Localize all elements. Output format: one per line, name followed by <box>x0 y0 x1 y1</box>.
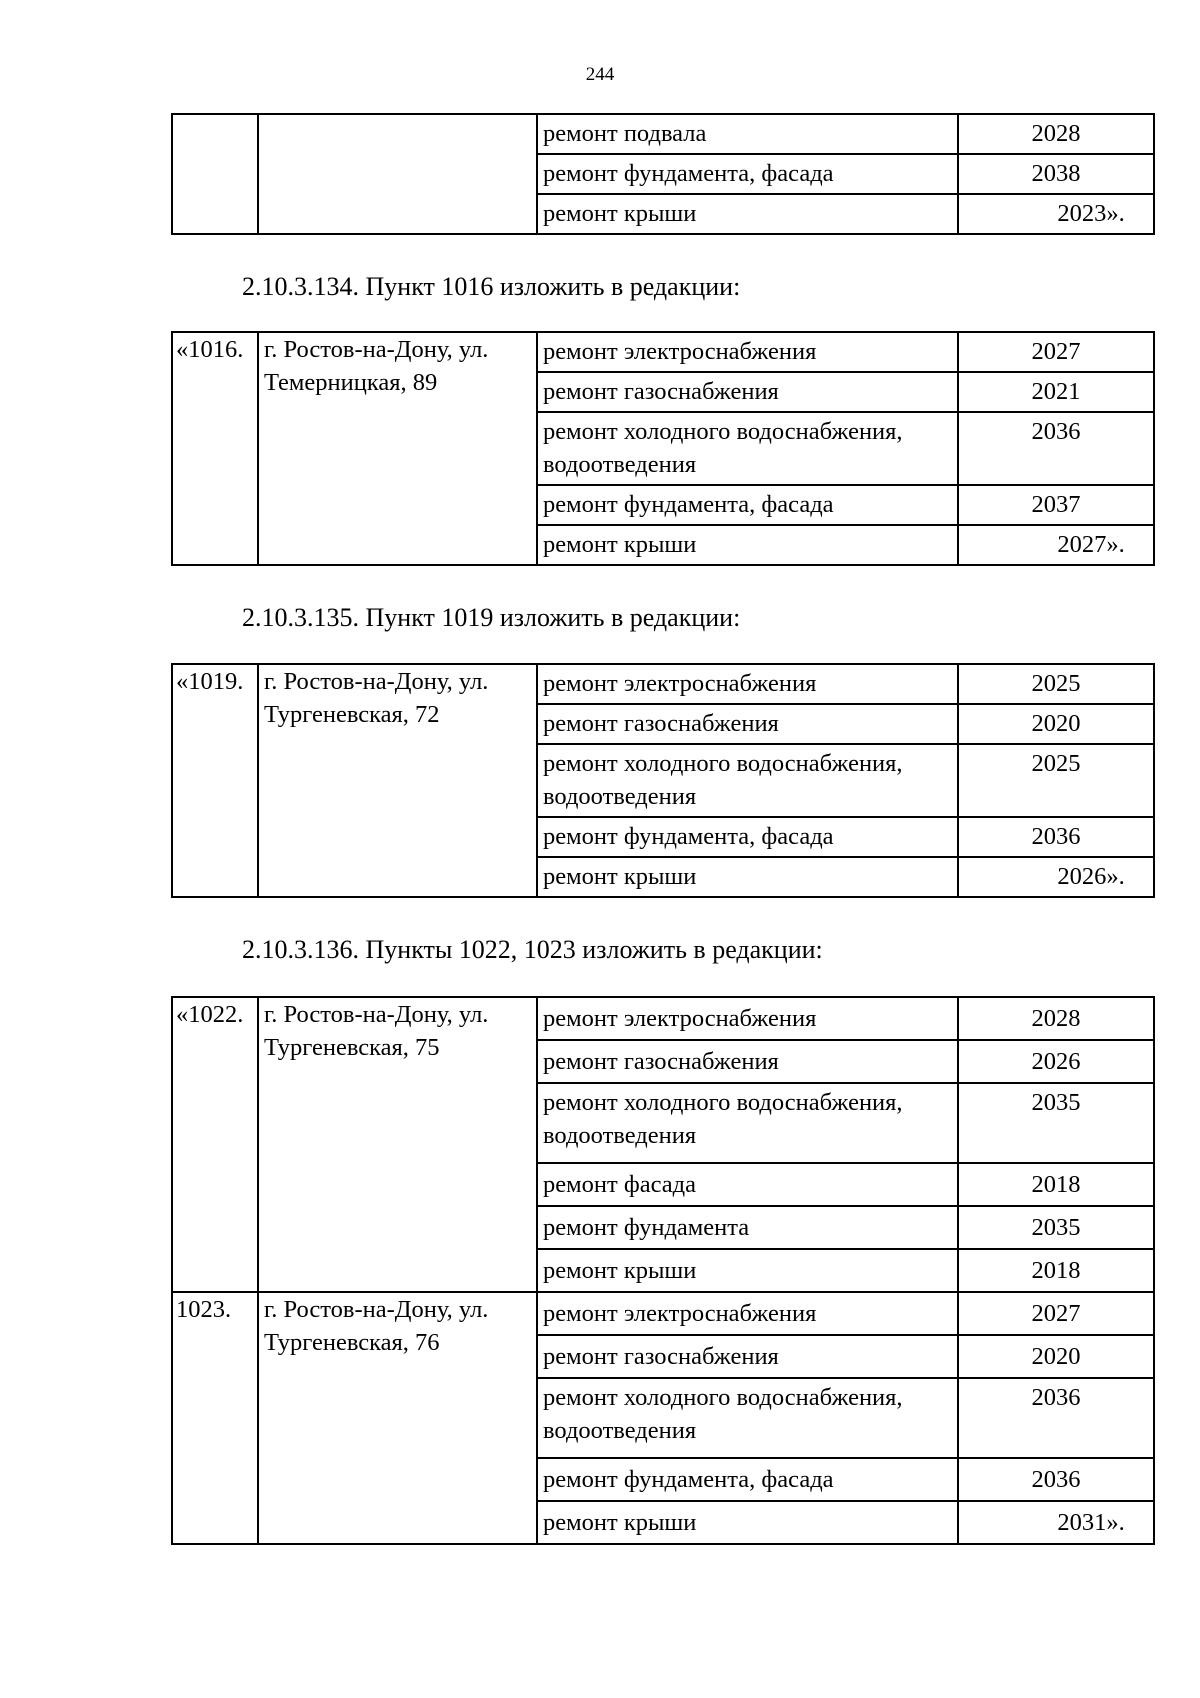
item-number-cell: «1019. <box>172 664 258 897</box>
amendment-table <box>171 996 1155 1545</box>
item-number-cell: 1023. <box>172 1292 258 1544</box>
work-cell: ремонт холодного водоснабжения, водоотведения <box>537 744 958 817</box>
work-cell: ремонт электроснабжения <box>537 1292 958 1335</box>
year-cell: 2035 <box>958 1083 1154 1163</box>
work-cell: ремонт фундамента, фасада <box>537 1458 958 1501</box>
address-cell: г. Ростов-на-Дону, ул. Тургеневская, 75 <box>258 997 537 1292</box>
year-cell: 2036 <box>958 1458 1154 1501</box>
year-cell: 2021 <box>958 372 1154 412</box>
work-cell: ремонт крыши <box>537 1501 958 1544</box>
year-cell: 2026». <box>958 857 1154 897</box>
year-cell: 2037 <box>958 485 1154 525</box>
year-cell: 2026 <box>958 1040 1154 1083</box>
work-cell: ремонт крыши <box>537 194 958 234</box>
year-cell: 2025 <box>958 744 1154 817</box>
work-cell: ремонт фасада <box>537 1163 958 1206</box>
work-cell: ремонт газоснабжения <box>537 1040 958 1083</box>
address-cell: г. Ростов-на-Дону, ул. Темерницкая, 89 <box>258 332 537 565</box>
year-cell: 2027 <box>958 332 1154 372</box>
table-row <box>172 997 1154 1040</box>
year-cell: 2038 <box>958 154 1154 194</box>
year-cell: 2018 <box>958 1249 1154 1292</box>
work-cell: ремонт фундамента, фасада <box>537 485 958 525</box>
year-cell: 2028 <box>958 997 1154 1040</box>
work-cell: ремонт подвала <box>537 114 958 154</box>
amendment-table <box>171 331 1155 566</box>
year-cell: 2020 <box>958 704 1154 744</box>
address-cell <box>258 114 537 234</box>
table-row <box>172 1292 1154 1335</box>
section-heading: 2.10.3.136. Пункты 1022, 1023 изложить в редакции: <box>242 935 823 964</box>
year-cell: 2036 <box>958 412 1154 485</box>
work-cell: ремонт крыши <box>537 1249 958 1292</box>
year-cell: 2027 <box>958 1292 1154 1335</box>
year-cell: 2027». <box>958 525 1154 565</box>
table-row <box>172 664 1154 704</box>
year-cell: 2025 <box>958 664 1154 704</box>
year-cell: 2023». <box>958 194 1154 234</box>
year-cell: 2036 <box>958 1378 1154 1458</box>
item-number-cell: «1016. <box>172 332 258 565</box>
page-number: 244 <box>585 64 615 85</box>
work-cell: ремонт крыши <box>537 857 958 897</box>
work-cell: ремонт газоснабжения <box>537 704 958 744</box>
item-number-cell <box>172 114 258 234</box>
work-cell: ремонт электроснабжения <box>537 664 958 704</box>
table-row <box>172 114 1154 154</box>
work-cell: ремонт газоснабжения <box>537 372 958 412</box>
table-row <box>172 332 1154 372</box>
work-cell: ремонт фундамента, фасада <box>537 154 958 194</box>
year-cell: 2028 <box>958 114 1154 154</box>
year-cell: 2031». <box>958 1501 1154 1544</box>
year-cell: 2018 <box>958 1163 1154 1206</box>
work-cell: ремонт электроснабжения <box>537 997 958 1040</box>
work-cell: ремонт холодного водоснабжения, водоотведения <box>537 412 958 485</box>
year-cell: 2020 <box>958 1335 1154 1378</box>
amendment-table <box>171 663 1155 898</box>
work-cell: ремонт холодного водоснабжения, водоотведения <box>537 1083 958 1163</box>
address-cell: г. Ростов-на-Дону, ул. Тургеневская, 72 <box>258 664 537 897</box>
work-cell: ремонт электроснабжения <box>537 332 958 372</box>
year-cell: 2036 <box>958 817 1154 857</box>
work-cell: ремонт газоснабжения <box>537 1335 958 1378</box>
amendment-table <box>171 113 1155 235</box>
work-cell: ремонт фундамента <box>537 1206 958 1249</box>
work-cell: ремонт крыши <box>537 525 958 565</box>
work-cell: ремонт холодного водоснабжения, водоотведения <box>537 1378 958 1458</box>
item-number-cell: «1022. <box>172 997 258 1292</box>
year-cell: 2035 <box>958 1206 1154 1249</box>
work-cell: ремонт фундамента, фасада <box>537 817 958 857</box>
section-heading: 2.10.3.135. Пункт 1019 изложить в редакции: <box>242 603 741 632</box>
address-cell: г. Ростов-на-Дону, ул. Тургеневская, 76 <box>258 1292 537 1544</box>
section-heading: 2.10.3.134. Пункт 1016 изложить в редакции: <box>242 272 741 301</box>
